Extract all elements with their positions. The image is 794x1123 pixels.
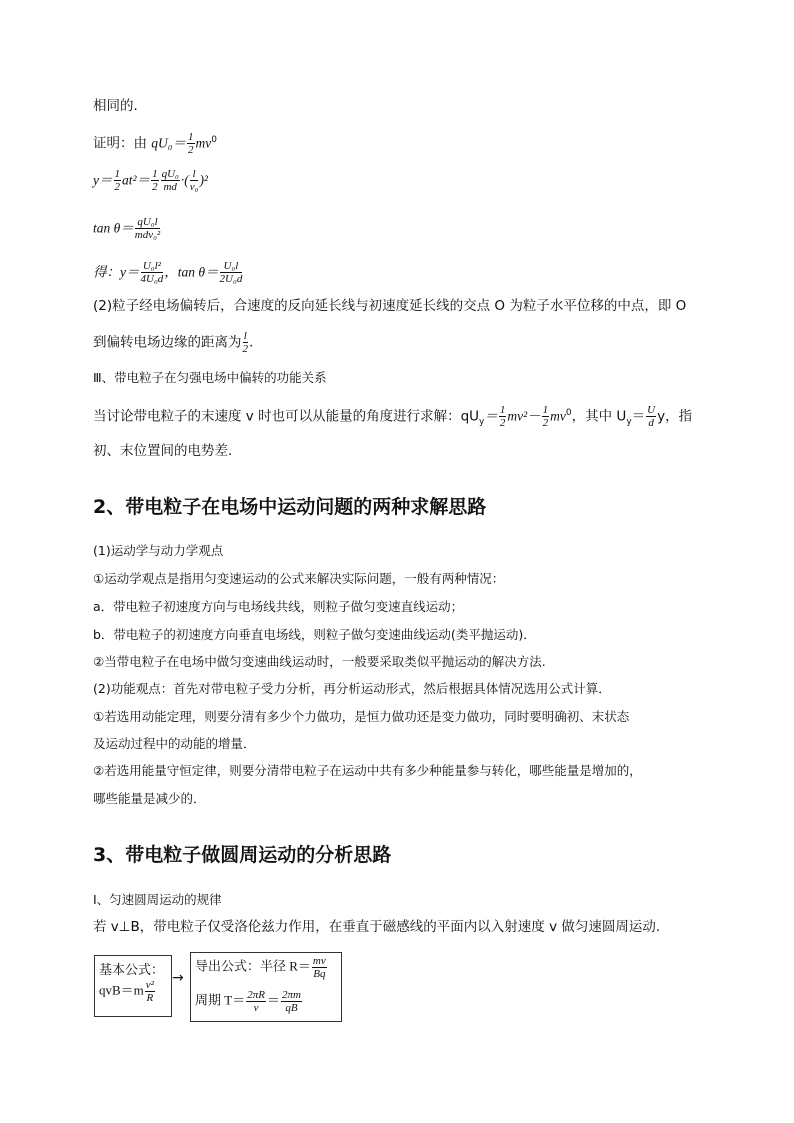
- proof-line: 证明：由 qU₀＝ $\frac{1}{2}$ $mv^0$: [93, 131, 217, 156]
- energy-line: 当讨论带电粒子的末速度 v 时也可以从能量的角度进行求解：$qU_y=$ $\frac{1}{2}$ mv²－ $\frac{1}{2}$ $mv^0$，其中 $U_y=$ $\frac{U}{d}$ y，指: [93, 404, 693, 429]
- text-line: (2)功能观点：首先对带电粒子受力分析，再分析运动形式，然后根据具体情况选用公式计算．: [93, 681, 611, 696]
- fraction: $\frac{l}{2}$: [242, 330, 248, 355]
- text-line: b．带电粒子的初速度方向垂直电场线，则粒子做匀变速曲线运动(类平抛运动)．: [93, 627, 536, 642]
- text-line: 及运动过程中的动能的增量．: [93, 736, 256, 751]
- equation-result: 得：y＝ $\frac{\text{U₀l²}}{\text{4U₀d}}$ ，tan θ＝ $\frac{\text{U₀l}}{\text{2U₀d}}$: [93, 260, 243, 285]
- fraction: $\frac{U}{d}$: [647, 404, 656, 429]
- text-line: 到偏转电场边缘的距离为 $\frac{l}{2}$ .: [93, 330, 254, 355]
- formula-box-derived: [190, 952, 342, 1022]
- fraction: $\frac{\text{U₀l}}{\text{2U₀d}}$: [219, 260, 243, 285]
- fraction: $\frac{1}{2}$: [188, 131, 194, 156]
- text-line: ②若选用能量守恒定律，则要分清带电粒子在运动中共有多少种能量参与转化，哪些能量是增加的，: [93, 763, 642, 778]
- section-heading: 3、带电粒子做圆周运动的分析思路: [93, 844, 392, 866]
- text-line: a．带电粒子初速度方向与电场线共线，则粒子做匀变速直线运动；: [93, 599, 464, 614]
- text-line: ①运动学观点是指用匀变速运动的公式来解决实际问题，一般有两种情况：: [93, 571, 505, 586]
- box-title: 基本公式：: [99, 962, 165, 977]
- equation-tan: tan θ＝ $\frac{\text{qU₀l}}{\text{mdv₀²}}$: [93, 216, 161, 241]
- text-line: 相同的．: [93, 98, 147, 114]
- fraction: $\frac{\text{qU₀}}{md}$: [161, 168, 179, 193]
- section-heading: 2、带电粒子在电场中运动问题的两种求解思路: [93, 496, 487, 518]
- fraction: $\frac{l}{\text{v₀}}$: [189, 168, 199, 193]
- text-line: (2)粒子经电场偏转后，合速度的反向延长线与初速度延长线的交点 O 为粒子水平位移的中点，即 O: [93, 298, 687, 314]
- text-line: 哪些能量是减少的．: [93, 791, 206, 806]
- fraction: $\frac{1}{2}$: [114, 168, 120, 193]
- proof-expr: qU₀＝: [151, 135, 186, 151]
- box-period: 周期 T＝ $\frac{2\pi R}{v}$ ＝ $\frac{2\pi m}{qB}$: [195, 989, 301, 1014]
- proof-prefix: 证明：由: [93, 135, 147, 152]
- section-subtitle: Ⅲ、带电粒子在匀强电场中偏转的功能关系: [93, 370, 327, 385]
- proof-tail: mv: [195, 135, 212, 151]
- text-line: 若 v⊥B，带电粒子仅受洛伦兹力作用，在垂直于磁感线的平面内以入射速度 v 做匀速圆周运动．: [93, 919, 670, 935]
- text-line: 初、末位置间的电势差．: [93, 443, 242, 459]
- fraction: $\frac{1}{2}$: [152, 168, 158, 193]
- text-line: ②当带电粒子在电场中做匀变速曲线运动时，一般要采取类似平抛运动的解决方法.: [93, 654, 546, 669]
- formula-box-basic: [94, 955, 172, 1017]
- box-radius: 导出公式：半径 R＝ $\frac{mv}{Bq}$: [195, 955, 326, 980]
- fraction: $\frac{\text{qU₀l}}{\text{mdv₀²}}$: [134, 216, 161, 241]
- fraction: $\frac{1}{2}$: [499, 404, 506, 429]
- box-formula: qvB＝m $\frac{\text{v²}}{R}$: [99, 979, 154, 1004]
- text-line: (1)运动学与动力学观点: [93, 543, 224, 558]
- fraction: $\frac{\text{U₀l²}}{\text{4U₀d}}$: [140, 260, 164, 285]
- section-subtitle: Ⅰ、匀速圆周运动的规律: [93, 892, 222, 907]
- fraction: $\frac{1}{2}$: [542, 404, 549, 429]
- arrow-icon: →: [172, 970, 184, 986]
- equation-y: y＝ $\frac{1}{2}$ at²＝ $\frac{1}{2}$ $\frac{\text{qU₀}}{md}$ ·( $\frac{l}{\text{v₀}}$ )²: [93, 168, 208, 193]
- text-line: ①若选用动能定理，则要分清有多少个力做功，是恒力做功还是变力做功，同时要明确初、末状态: [93, 709, 630, 724]
